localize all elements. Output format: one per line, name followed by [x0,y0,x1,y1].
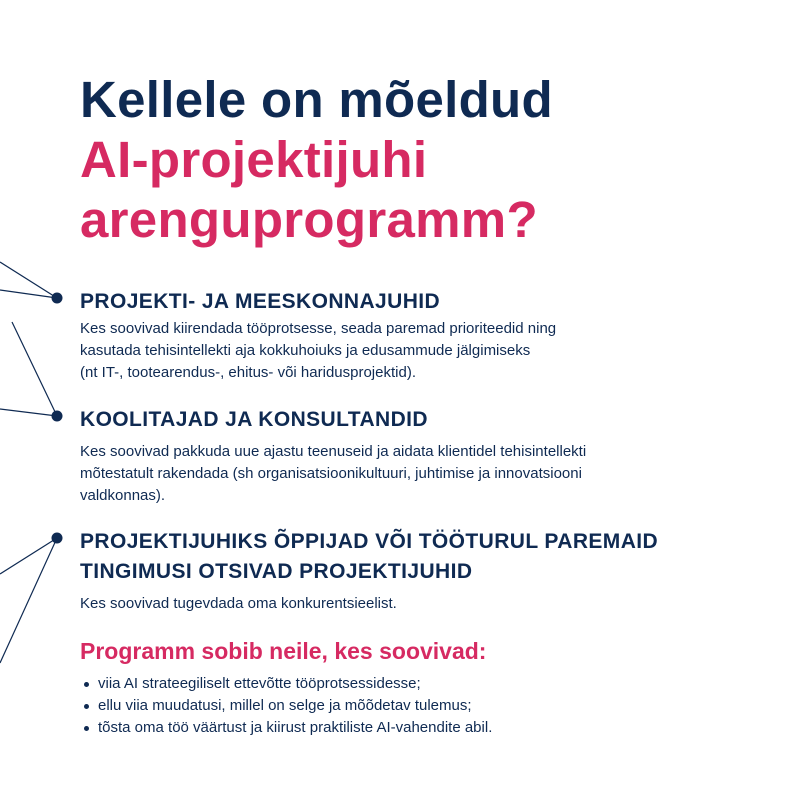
section-description-learners [80,593,720,615]
section-heading-trainers-consultants [80,405,428,435]
fit-list-item: ellu viia muudatusi, millel on selge ja mõõdetav tulemus; [80,695,492,717]
description-line: (nt IT-, tootearendus-, ehitus- või haridusprojektid). [80,364,416,381]
title-line-3: arenguprogramm? [80,191,538,248]
connector-node [52,293,63,304]
section-heading-line: KOOLITAJAD JA KONSULTANDID [80,408,428,431]
fit-heading: Programm sobib neile, kes soovivad: [80,638,487,664]
title-line-2: AI-projektijuhi [80,131,428,188]
connector-line [0,409,57,416]
section-description-trainers-consultants [80,441,720,507]
description-line: Kes soovivad kiirendada tööprotsesse, seada paremad prioriteedid ning [80,320,557,337]
section-heading-line: PROJEKTIJUHIKS ÕPPIJAD VÕI TÖÖTURUL PAREMAID [80,530,659,553]
title-line-1: Kellele on mõeldud [80,71,553,128]
section-heading-line: PROJEKTI- JA MEESKONNAJUHID [80,290,441,313]
connector-line [12,322,57,416]
connector-line [0,262,57,298]
connector-line [0,538,57,663]
connector-node [52,533,63,544]
description-line: kasutada tehisintellekti aja kokkuhoiuks ja edusammude jälgimiseks [80,342,531,359]
connector-line [0,290,57,298]
description-line: Kes soovivad pakkuda uue ajastu teenuseid ja aidata klientidel tehisintellekti [80,443,587,460]
section-description-project-managers [80,318,720,384]
description-line: Kes soovivad tugevdada oma konkurentsieelist. [80,595,397,612]
connector-node [52,411,63,422]
fit-bullet-list [80,673,492,739]
section-heading-learners [80,527,658,587]
description-line: mõtestatult rakendada (sh organisatsioonikultuuri, juhtimise ja innovatsiooni [80,465,582,482]
fit-list-item: tõsta oma töö väärtust ja kiirust praktiliste AI-vahendite abil. [80,717,492,739]
page-title [80,70,780,250]
description-line: valdkonnas). [80,487,166,504]
section-heading-line: TINGIMUSI OTSIVAD PROJEKTIJUHID [80,560,473,583]
section-heading-project-managers [80,287,440,317]
fit-list-item: viia AI strateegiliselt ettevõtte tööprotsessidesse; [80,673,492,695]
